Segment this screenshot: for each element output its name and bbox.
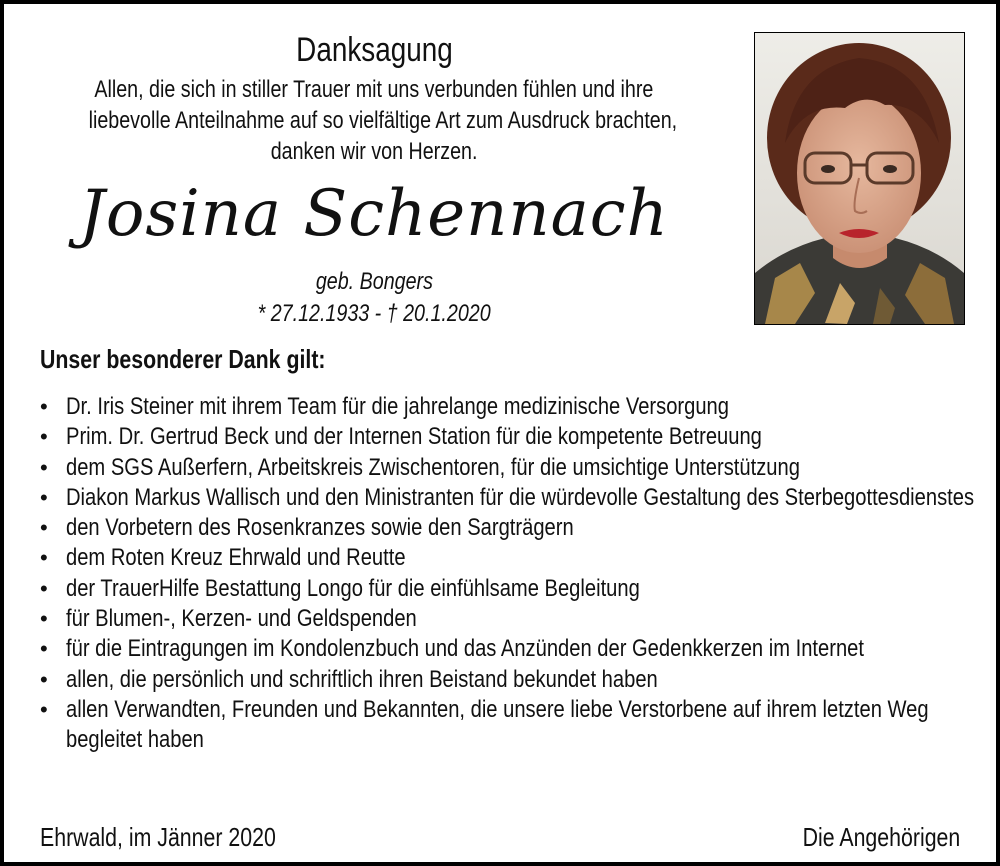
list-item (40, 392, 980, 422)
list-item-text: dem Roten Kreuz Ehrwald und Reutte (66, 544, 406, 572)
notice-header (24, 26, 724, 167)
list-item-text: allen Verwandten, Freunden und Bekannten, die unsere liebe Verstorbene auf ihrem letzten Weg begleitet haben (66, 695, 929, 754)
thanks-list (40, 392, 980, 756)
list-item-text: Dr. Iris Steiner mit ihrem Team für die jahrelange medizinische Versorgung (66, 393, 729, 420)
list-item (40, 422, 980, 452)
list-item-text: Prim. Dr. Gertrud Beck und der Internen Station für die kompetente Betreuung (66, 423, 762, 451)
signature-text: Die Angehörigen (802, 822, 960, 852)
signature (768, 820, 960, 854)
list-item (40, 665, 980, 695)
notice-title-text: Danksagung (295, 31, 453, 69)
place-date (40, 820, 328, 854)
list-item (40, 574, 980, 604)
bullet-icon: • (40, 424, 48, 450)
birth-info (154, 266, 594, 330)
intro-line: liebevolle Anteilnahme auf so vielfältige Art zum Ausdruck brachten, (88, 107, 678, 134)
deceased-name: Josina Schennach (79, 177, 669, 251)
list-item (40, 543, 980, 573)
portrait-icon (755, 33, 964, 324)
bullet-icon: • (40, 575, 48, 601)
thanks-heading (40, 342, 388, 376)
list-item-text: für die Eintragungen im Kondolenzbuch und das Anzünden der Gedenkkerzen im Internet (66, 635, 864, 663)
list-item-text: Diakon Markus Wallisch und den Ministranten für die würdevolle Gestaltung des Sterbegottesdienstes (66, 483, 975, 511)
list-item (40, 513, 980, 543)
list-item-text: für Blumen-, Kerzen- und Geldspenden (66, 605, 417, 633)
list-item (40, 453, 980, 483)
bullet-icon: • (40, 484, 48, 510)
born-name: geb. Bongers (315, 268, 433, 295)
list-item-text: der TrauerHilfe Bestattung Longo für die einfühlsame Begleitung (66, 574, 640, 602)
bullet-icon: • (40, 606, 48, 632)
list-item (40, 483, 980, 513)
intro-text (24, 74, 724, 167)
bullet-icon: • (40, 636, 48, 662)
bullet-icon: • (40, 696, 48, 722)
list-item-text: den Vorbetern des Rosenkranzes sowie den Sargträgern (66, 514, 574, 542)
place-date-text: Ehrwald, im Jänner 2020 (40, 822, 276, 852)
list-item (40, 634, 980, 664)
intro-line: Allen, die sich in stiller Trauer mit uns verbunden fühlen und ihre (94, 76, 654, 103)
bullet-icon: • (40, 545, 48, 571)
list-item (40, 695, 980, 756)
bullet-icon: • (40, 394, 48, 419)
notice-title (24, 26, 724, 74)
life-dates: * 27.12.1933 - † 20.1.2020 (257, 300, 491, 327)
portrait-photo (754, 32, 965, 325)
bullet-icon: • (40, 515, 48, 541)
bullet-icon: • (40, 454, 48, 480)
thanks-heading-text: Unser besonderer Dank gilt: (40, 344, 326, 374)
intro-line: danken wir von Herzen. (270, 138, 478, 165)
bullet-icon: • (40, 666, 48, 692)
list-item (40, 604, 980, 634)
list-item-text: allen, die persönlich und schriftlich ihren Beistand bekundet haben (66, 665, 658, 693)
list-item-text: dem SGS Außerfern, Arbeitskreis Zwischentoren, für die umsichtige Unterstützung (66, 453, 800, 481)
